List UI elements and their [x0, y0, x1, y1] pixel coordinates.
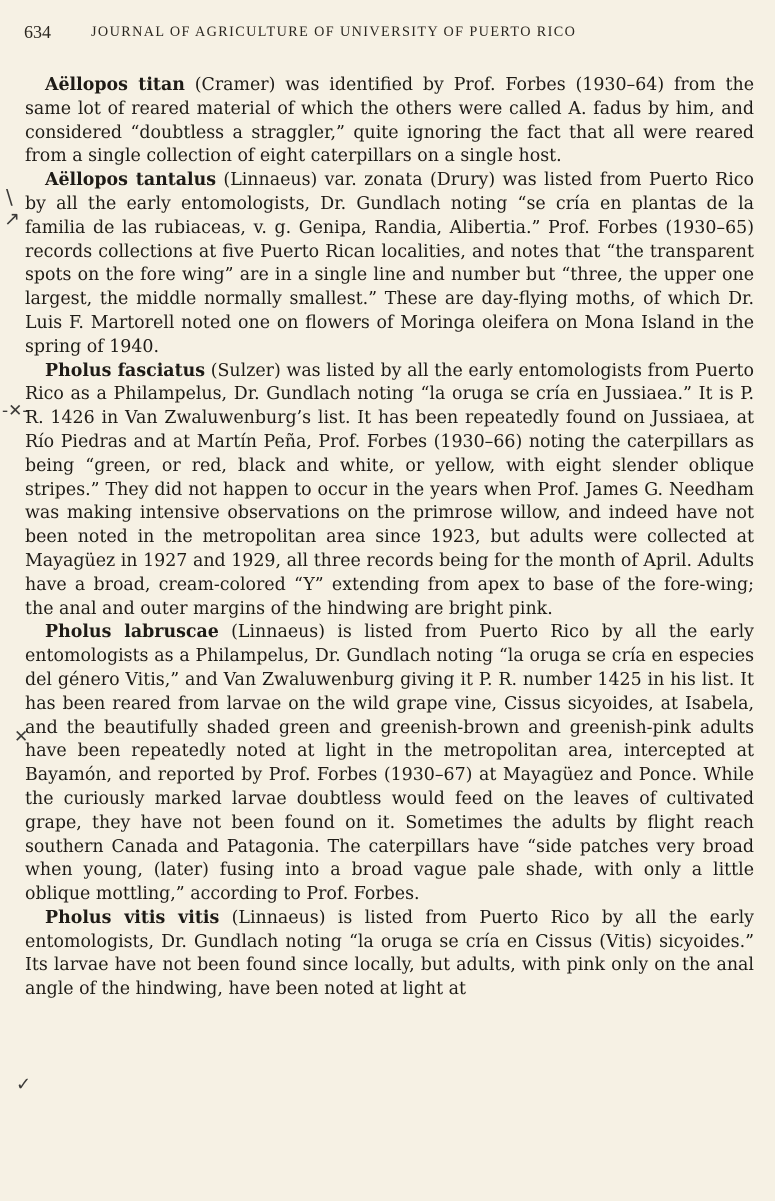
handwritten-mark-cross-icon: ✕: [14, 727, 29, 747]
species-name: Aëllopos titan: [45, 75, 185, 95]
page-number: 634: [24, 22, 51, 42]
species-paragraph: [25, 621, 754, 907]
handwritten-mark-check-icon: ✓: [16, 1074, 32, 1095]
species-name: Aëllopos tantalus: [45, 170, 217, 191]
species-paragraph: [25, 360, 754, 622]
journal-title: JOURNAL OF AGRICULTURE OF UNIVERSITY OF PUERTO RICO: [91, 24, 577, 40]
species-paragraph: [25, 74, 754, 169]
handwritten-mark-cross-icon: -✕-: [2, 401, 29, 421]
handwritten-mark-slash-icon: \: [6, 185, 13, 209]
species-paragraph: [25, 169, 754, 359]
species-paragraph: [25, 907, 754, 1002]
handwritten-mark-arrow-icon: ↗: [4, 208, 20, 230]
paragraph-text: (Linnaeus) is listed from Puerto Rico by all the early entomologists, Dr. Gundlach noting “la oruga se cría en Cissus (Vitis) sicyoides.” Its larvae have not been found since locally, but adults, with pink only on the anal angle of the hindwing, have been noted at light at: [25, 907, 754, 1000]
article-body: [25, 74, 754, 1002]
paragraph-text: (Linnaeus) var. zonata (Drury) was listed from Puerto Rico by all the early entomologists, Dr. Gundlach noting “se cría en plantas de la familia de las rubiaceas, v. g. Genipa, Randia, Alibertia.” Prof. Forbes (1930–65) records collections at five Puerto Rican localities, and notes that “the transparent spots on the fore wing” are in a single line and number but “three, the upper one largest, the middle normally smallest.” These are day-flying moths, of which Dr. Luis F. Martorell noted one on flowers of Moringa oleifera on Mona Island in the spring of 1940.: [25, 170, 754, 357]
paragraph-text: (Cramer) was identified by Prof. Forbes (1930–64) from the same lot of reared material of which the others were called A. fadus by him, and considered “doubtless a straggler,” quite ignoring the fact that all were reared from a single collection of eight caterpillars on a single host.: [25, 75, 755, 167]
paragraph-text: (Sulzer) was listed by all the early entomologists from Puerto Rico as a Philampelus, Dr. Gundlach noting “la oruga se cría en Jussiaea.” It is P. R. 1426 in Van Zwaluwenburg’s list. It has been repeatedly found on Jussiaea, at Río Piedras and at Martín Peña, Prof. Forbes (1930–66) noting the caterpillars as being “green, or red, black and white, or yellow, with eight slender oblique stripes.” They did not happen to occur in the years when Prof. James G. Needham was making intensive observations on the primrose willow, and indeed have not been noted in the metropolitan area since 1923, but adults were collected at Mayagüez in 1927 and 1929, all three records being for the month of April. Adults have a broad, cream-colored “Y” extending from apex to base of the fore-wing; the anal and outer margins of the hindwing are bright pink.: [25, 360, 754, 619]
species-name: Pholus fasciatus: [45, 360, 206, 381]
species-name: Pholus vitis vitis: [45, 907, 220, 928]
running-header: [24, 22, 744, 48]
paragraph-text: (Linnaeus) is listed from Puerto Rico by all the early entomologists as a Philampelus, Dr. Gundlach noting “la oruga se cría en especies del género Vitis,” and Van Zwaluwenburg giving it P. R. number 1425 in his list. It has been reared from larvae on the wild grape vine, Cissus sicyoides, at Isabela, and the beautifully shaded green and greenish-brown and greenish-pink adults have been repeatedly noted at light in the metropolitan area, intercepted at Bayamón, and reported by Prof. Forbes (1930–67) at Mayagüez and Ponce. While the curiously marked larvae doubtless would feed on the leaves of cultivated grape, they have not been found on it. Sometimes the adults by flight reach southern Canada and Patagonia. The caterpillars have “side patches very broad when young, (later) fusing into a broad vague pale shade, with only a little oblique mottling,” according to Prof. Forbes.: [25, 622, 754, 905]
species-name: Pholus labruscae: [45, 622, 219, 643]
